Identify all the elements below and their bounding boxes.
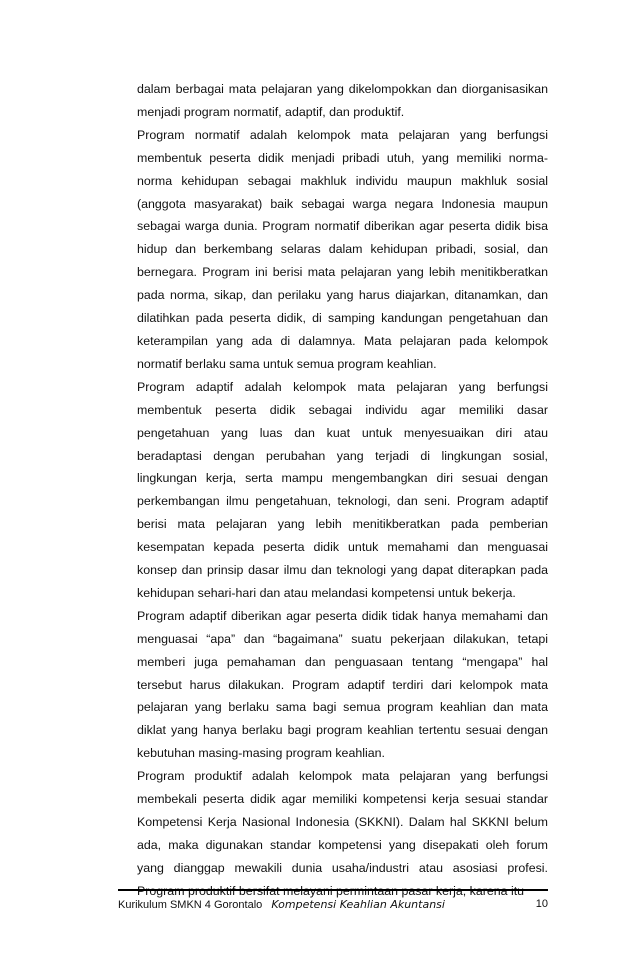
paragraph-continuation: dalam berbagai mata pelajaran yang dikelompokkan dan diorganisasikan menjadi program normatif, adaptif, dan produktif. (137, 82, 548, 119)
paragraph-adaptif-tujuan: Program adaptif diberikan agar peserta didik tidak hanya memahami dan menguasai “apa” dan “bagaimana” suatu pekerjaan dilakukan, tetapi memberi juga pemahaman dan penguasaan tentang “mengapa” hal tersebut harus dilakukan. Program adaptif terdiri dari kelompok mata pelajaran yang berlaku sama bagi semua program keahlian dan mata diklat yang hanya berlaku bagi program keahlian tertentu sesuai dengan kebutuhan masing-masing program keahlian. (137, 608, 548, 761)
footer-institution: Kurikulum SMKN 4 Gorontalo (118, 899, 263, 911)
page-footer (118, 898, 548, 914)
body-text (137, 78, 548, 903)
footer-left (118, 898, 445, 911)
page-number: 10 (535, 898, 548, 910)
footer-program: Kompetensi Keahlian Akuntansi (271, 898, 445, 911)
paragraph-adaptif: Program adaptif adalah kelompok mata pelajaran yang berfungsi membentuk peserta didik sebagai individu agar memiliki dasar pengetahuan yang luas dan kuat untuk menyesuaikan diri atau beradaptasi dengan perubahan yang terjadi di lingkungan sosial, lingkungan kerja, serta mampu mengembangkan diri sesuai dengan perkembangan ilmu pengetahuan, teknologi, dan seni. Program adaptif berisi mata pelajaran yang lebih menitikberatkan pada pemberian kesempatan kepada peserta didik untuk memahami dan menguasai konsep dan prinsip dasar ilmu dan teknologi yang dapat diterapkan pada kehidupan sehari-hari dan atau melandasi kompetensi untuk bekerja. (137, 379, 548, 600)
footer-divider (118, 889, 548, 891)
paragraph-produktif: Program produktif adalah kelompok mata pelajaran yang berfungsi membekali peserta didik agar memiliki kompetensi kerja sesuai standar Kompetensi Kerja Nasional Indonesia (SKKNI). Dalam hal SKKNI belum ada, maka digunakan standar kompetensi yang disepakati oleh forum yang dianggap mewakili dunia usaha/industri atau asosiasi profesi. Program produktif bersifat melayani permintaan pasar kerja, karena itu (137, 769, 548, 898)
paragraph-normatif: Program normatif adalah kelompok mata pelajaran yang berfungsi membentuk peserta didik menjadi pribadi utuh, yang memiliki norma-norma kehidupan sebagai makhluk individu maupun makhluk sosial (anggota masyarakat) baik sebagai warga negara Indonesia maupun sebagai warga dunia. Program normatif diberikan agar peserta didik bisa hidup dan berkembang selaras dalam kehidupan pribadi, sosial, dan bernegara. Program ini berisi mata pelajaran yang lebih menitikberatkan pada norma, sikap, dan perilaku yang harus diajarkan, ditanamkan, dan dilatihkan pada peserta didik, di samping kandungan pengetahuan dan keterampilan yang ada di dalamnya. Mata pelajaran pada kelompok normatif berlaku sama untuk semua program keahlian. (137, 127, 548, 371)
